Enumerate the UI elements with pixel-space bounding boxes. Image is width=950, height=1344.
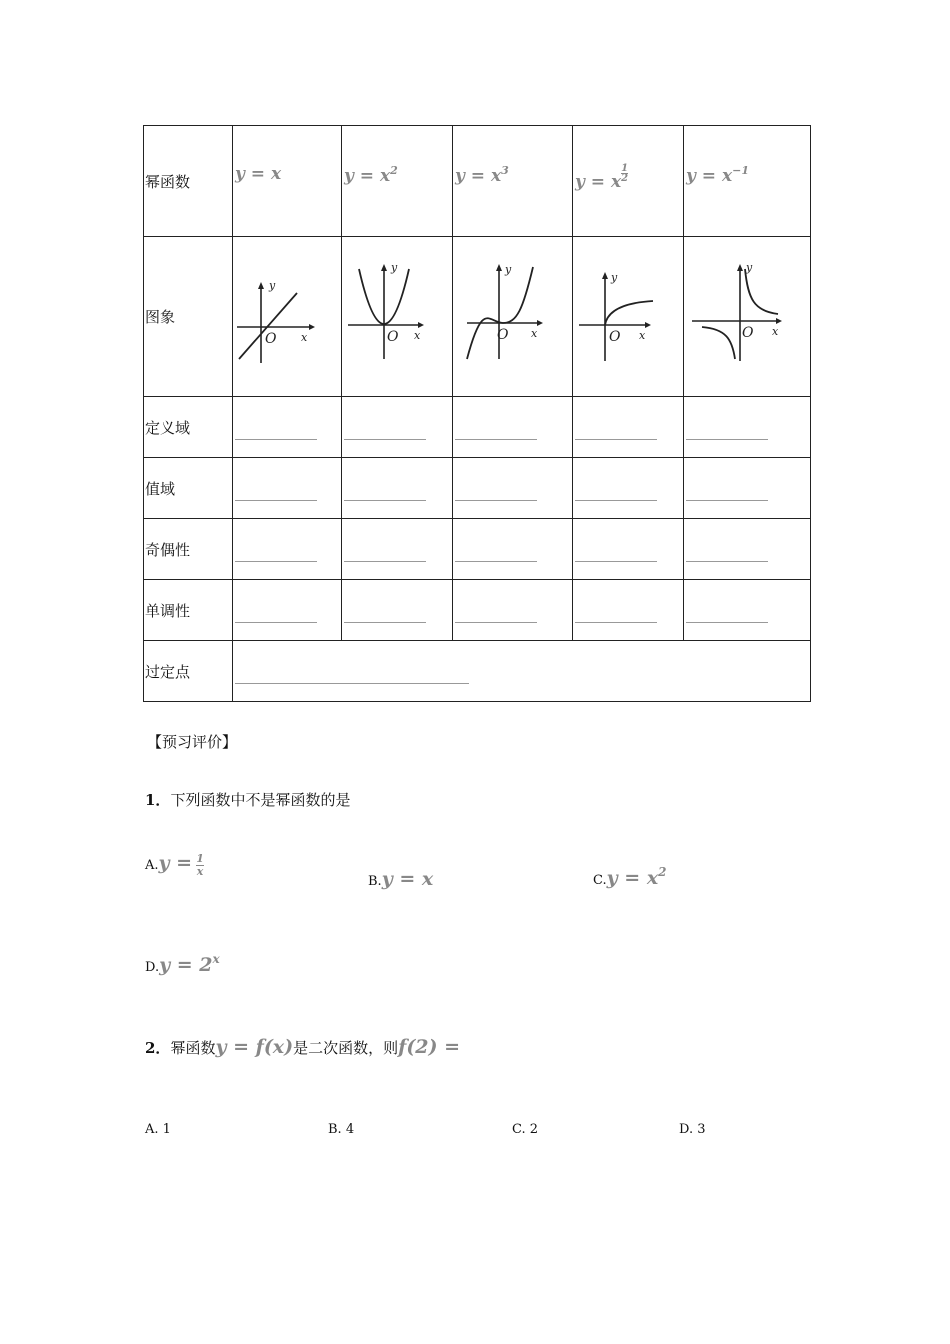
svg-text:x: x: [639, 329, 646, 342]
q2-expression-f: y = f(x): [215, 1036, 294, 1058]
answer-blank: [344, 561, 426, 562]
graph-cubic: [453, 259, 572, 383]
formula-cell-4: [573, 126, 684, 237]
q2-option-b[interactable]: B. 4: [328, 1122, 355, 1137]
answer-blank: [686, 561, 768, 562]
answer-blank: [344, 439, 426, 440]
power-function-table: [143, 125, 811, 702]
range-cell: [453, 458, 573, 519]
domain-cell: [453, 397, 573, 458]
svg-text:x: x: [414, 329, 421, 342]
row-label-fixed-point: 过定点: [144, 641, 233, 702]
svg-text:x: x: [301, 331, 308, 344]
answer-blank: [235, 561, 317, 562]
row-label-domain: 定义域: [144, 397, 233, 458]
q1-option-b[interactable]: B.y = x: [368, 868, 434, 890]
row-label-graph: 图象: [144, 237, 233, 397]
graph-cell-1: [233, 237, 342, 397]
question-1: 1．下列函数中不是幂函数的是: [145, 791, 351, 809]
range-cell: [342, 458, 453, 519]
formula-y-x2: $y = x^2$: [344, 164, 398, 186]
svg-text:y: y: [269, 279, 276, 292]
formula-cell-2: [342, 126, 453, 237]
answer-blank: [235, 439, 317, 440]
graph-cell-4: [573, 237, 684, 397]
parity-cell: [233, 519, 342, 580]
svg-text:x: x: [531, 327, 538, 340]
graph-quadratic: [342, 259, 452, 383]
q2-option-d[interactable]: D. 3: [679, 1122, 706, 1137]
monotonicity-cell: [573, 580, 684, 641]
domain-cell: [684, 397, 811, 458]
range-cell: [233, 458, 342, 519]
question-2: 2．幂函数y = f(x)是二次函数，则f(2) =: [145, 1036, 461, 1058]
answer-blank: [344, 500, 426, 501]
answer-blank: [235, 683, 469, 684]
answer-blank: [455, 500, 537, 501]
row-label-range: 值域: [144, 458, 233, 519]
graph-square-root: [573, 259, 683, 383]
svg-text:x: x: [772, 325, 779, 338]
answer-blank: [575, 439, 657, 440]
parity-cell: [342, 519, 453, 580]
answer-blank: [344, 622, 426, 623]
svg-text:O: O: [387, 329, 399, 345]
preview-heading: 【预习评价】: [147, 733, 238, 751]
svg-text:y: y: [505, 263, 512, 276]
q1-option-c[interactable]: $C.y = x^2$: [593, 865, 667, 889]
parity-cell: [453, 519, 573, 580]
formula-cell-1: [233, 126, 342, 237]
q2-option-a[interactable]: A. 1: [145, 1122, 171, 1137]
row-label-parity: 奇偶性: [144, 519, 233, 580]
q2-option-c[interactable]: C. 2: [512, 1122, 539, 1137]
answer-blank: [575, 561, 657, 562]
graph-cell-3: [453, 237, 573, 397]
answer-blank: [235, 622, 317, 623]
monotonicity-cell: [233, 580, 342, 641]
fixed-point-cell: [233, 641, 811, 702]
svg-text:O: O: [742, 325, 754, 341]
graph-reciprocal: [684, 259, 810, 383]
monotonicity-cell: [342, 580, 453, 641]
formula-y-x: y = x: [235, 164, 282, 184]
q2-expression-f2: f(2) =: [398, 1036, 461, 1058]
parity-cell: [573, 519, 684, 580]
svg-text:y: y: [611, 271, 618, 284]
formula-cell-3: [453, 126, 573, 237]
monotonicity-cell: [684, 580, 811, 641]
svg-text:y: y: [746, 261, 753, 274]
graph-cell-5: [684, 237, 811, 397]
domain-cell: [233, 397, 342, 458]
graph-linear: [233, 259, 341, 383]
answer-blank: [686, 500, 768, 501]
answer-blank: [686, 622, 768, 623]
answer-blank: [455, 561, 537, 562]
monotonicity-cell: [453, 580, 573, 641]
formula-y-x-inverse: $y = x^{-1}$: [686, 164, 749, 186]
graph-cell-2: [342, 237, 453, 397]
range-cell: [684, 458, 811, 519]
formula-cell-5: [684, 126, 811, 237]
parity-cell: [684, 519, 811, 580]
formula-y-x3: $y = x^3$: [455, 164, 509, 186]
svg-text:O: O: [609, 329, 621, 345]
answer-blank: [455, 439, 537, 440]
q1-option-d[interactable]: $D.y = 2^x$: [145, 952, 220, 976]
formula-y-sqrt-x: y = x $\frac{1}{2}$: [575, 163, 629, 192]
svg-text:y: y: [391, 261, 398, 274]
q1-option-a[interactable]: A.y = $\frac{1}{x}$: [145, 852, 204, 878]
answer-blank: [575, 500, 657, 501]
domain-cell: [573, 397, 684, 458]
answer-blank: [575, 622, 657, 623]
answer-blank: [686, 439, 768, 440]
answer-blank: [455, 622, 537, 623]
row-label-power-function: 幂函数: [144, 126, 233, 237]
row-label-monotonicity: 单调性: [144, 580, 233, 641]
range-cell: [573, 458, 684, 519]
svg-text:O: O: [497, 327, 509, 343]
answer-blank: [235, 500, 317, 501]
domain-cell: [342, 397, 453, 458]
svg-text:O: O: [265, 331, 277, 347]
